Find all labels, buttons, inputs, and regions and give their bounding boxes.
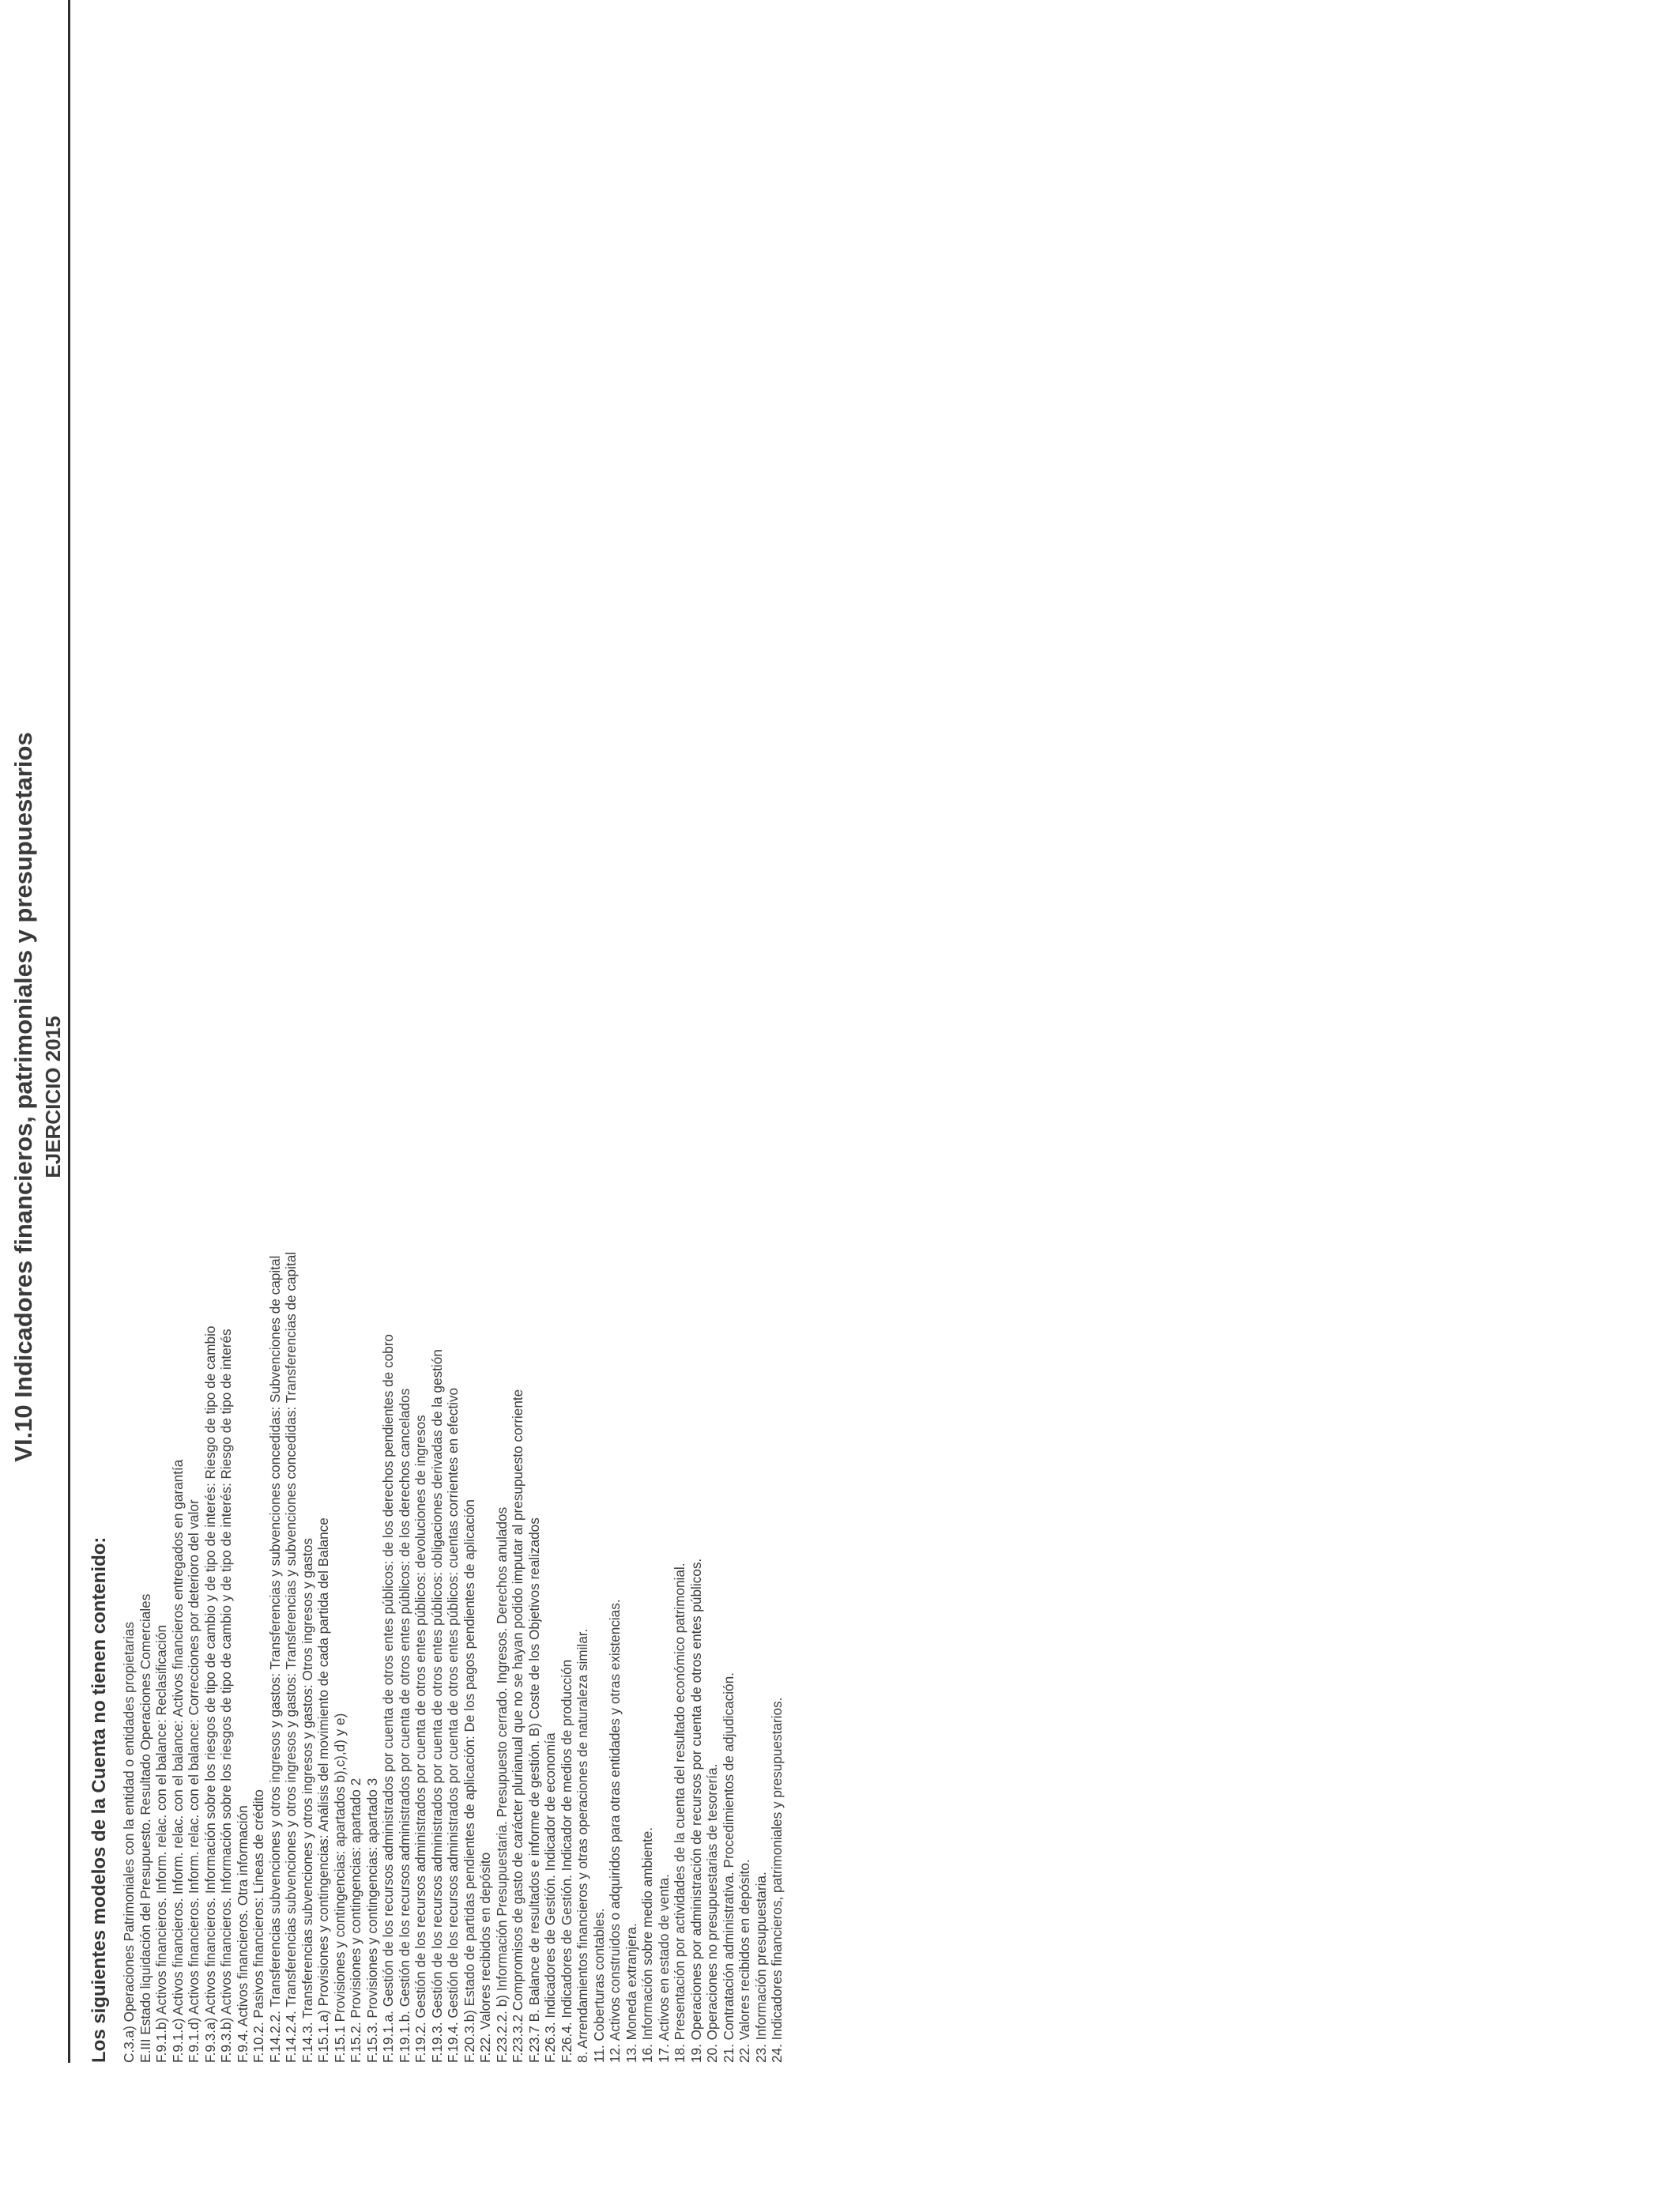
list-item: 23. Información presupuestaria.: [752, 1872, 769, 2063]
list-item: F.19.4. Gestión de los recursos administrados por cuenta de otros entes públicos: cuentas corrientes en efectivo: [445, 1387, 461, 2063]
list-item: 16. Información sobre medio ambiente.: [639, 1826, 655, 2063]
list-item: F.22. Valores recibidos en depósito: [477, 1852, 493, 2063]
divider-line: [68, 0, 70, 2063]
list-item: 20. Operaciones no presupuestarias de tesorería.: [704, 1763, 720, 2063]
list-item: 12. Activos construidos o adquiridos para otras entidades y otras existencias.: [607, 1599, 623, 2063]
list-item: E.III Estado liquidación del Presupuesto. Resultado Operaciones Comerciales: [137, 1593, 153, 2063]
list-item: 11. Coberturas contables.: [590, 1908, 607, 2063]
list-item: F.26.4. Indicadores de Gestión. Indicador de medios de producción: [558, 1659, 574, 2063]
model-list: [121, 1252, 785, 2063]
list-item: F.15.2. Provisiones y contingencias: apartado 2: [348, 1777, 363, 2063]
list-item: 19. Operaciones por administración de recursos por cuenta de otros entes públicos.: [687, 1558, 704, 2063]
list-item: F.19.1.a. Gestión de los recursos administrados por cuenta de otros entes públicos: de los derechos pendientes de cobro: [380, 1334, 396, 2063]
list-item: F.14.2.2. Transferencias subvenciones y otros ingresos y gastos: Transferencias y subvenciones concedidas: Subvenciones de capital: [266, 1255, 283, 2063]
list-item: F.26.3. Indicadores de Gestión. Indicador de economía: [542, 1732, 558, 2063]
list-item: F.14.3. Transferencias subvenciones y otros ingresos y gastos: Otros ingresos y gastos: [299, 1538, 315, 2063]
list-item: F.20.3.b) Estado de partidas pendientes de aplicación: De los pagos pendientes de aplicación: [461, 1499, 477, 2063]
list-item: F.9.1.d) Activos financieros. Inform. relac. con el balance: Correcciones por deterioro del valor: [186, 1499, 202, 2063]
list-item: F.23.2.2. b) Información Presupuestaria. Presupuesto cerrado. Ingresos. Derechos anulados: [493, 1506, 510, 2063]
list-item: 13. Moneda extranjera.: [623, 1923, 639, 2063]
list-item: 17. Activos en estado de venta.: [655, 1874, 672, 2063]
list-item: 18. Presentación por actividades de la cuenta del resultado económico patrimonial.: [672, 1563, 687, 2063]
list-item: C.3.a) Operaciones Patrimoniales con la entidad o entidades propietarias: [121, 1622, 137, 2063]
list-item: 8. Arrendamientos financieros y otras operaciones de naturaleza similar.: [574, 1628, 590, 2063]
list-item: 21. Contratación administrativa. Procedimientos de adjudicación.: [720, 1672, 736, 2063]
list-item: F.15.1 Provisiones y contingencias: apartados b),c),d) y e): [331, 1713, 348, 2063]
list-item: F.14.2.4. Transferencias subvenciones y otros ingresos y gastos: Transferencias y subvenciones concedidas: Transferencias de capital: [283, 1251, 299, 2063]
list-item: F.9.3.a) Activos financieros. Información sobre los riesgos de tipo de cambio y de tipo de interés: Riesgo de tipo de cambio: [202, 1325, 218, 2063]
list-item: 22. Valores recibidos en depósito.: [736, 1859, 752, 2063]
list-item: F.9.1.b) Activos financieros. Inform. relac. con el balance: Reclasificación: [153, 1624, 169, 2063]
list-item: F.19.3. Gestión de los recursos administrados por cuenta de otros entes públicos: obligaciones derivadas de la gestión: [428, 1349, 445, 2063]
list-item: F.10.2. Pasivos financieros: Líneas de crédito: [250, 1789, 266, 2063]
list-item: F.15.3. Provisiones y contingencias: apartado 3: [363, 1777, 380, 2063]
page-subtitle: EJERCICIO 2015: [41, 1016, 65, 1178]
list-item: F.19.1.b. Gestión de los recursos administrados por cuenta de otros entes públicos: de los derechos cancelados: [396, 1388, 412, 2063]
list-item: F.9.1.c) Activos financieros. Inform. relac. con el balance: Activos financieros entregados en garantía: [169, 1459, 186, 2063]
list-item: F.9.4. Activos financieros. Otra información: [234, 1805, 250, 2063]
list-item: F.23.7 B. Balance de resultados e informe de gestión. B) Coste de los Objetivos realizados: [525, 1517, 542, 2063]
page-title: VI.10 Indicadores financieros, patrimoniales y presupuestarios: [9, 732, 37, 1462]
list-item: F.23.3.2 Compromisos de gasto de carácter plurianual que no se hayan podido imputar al presupuesto corriente: [510, 1389, 525, 2063]
section-heading: Los siguientes modelos de la Cuenta no tienen contenido:: [89, 1536, 110, 2063]
list-item: F.19.2. Gestión de los recursos administrados por cuenta de otros entes públicos: devoluciones de ingresos: [412, 1415, 428, 2063]
list-item: F.9.3.b) Activos financieros. Información sobre los riesgos de tipo de cambio y de tipo de interés: Riesgo de tipo de interés: [218, 1329, 234, 2063]
list-item: 24. Indicadores financieros, patrimoniales y presupuestarios.: [769, 1697, 785, 2063]
list-item: F.15.1.a) Provisiones y contingencias: Análisis del movimiento de cada partida del Balance: [315, 1517, 331, 2063]
